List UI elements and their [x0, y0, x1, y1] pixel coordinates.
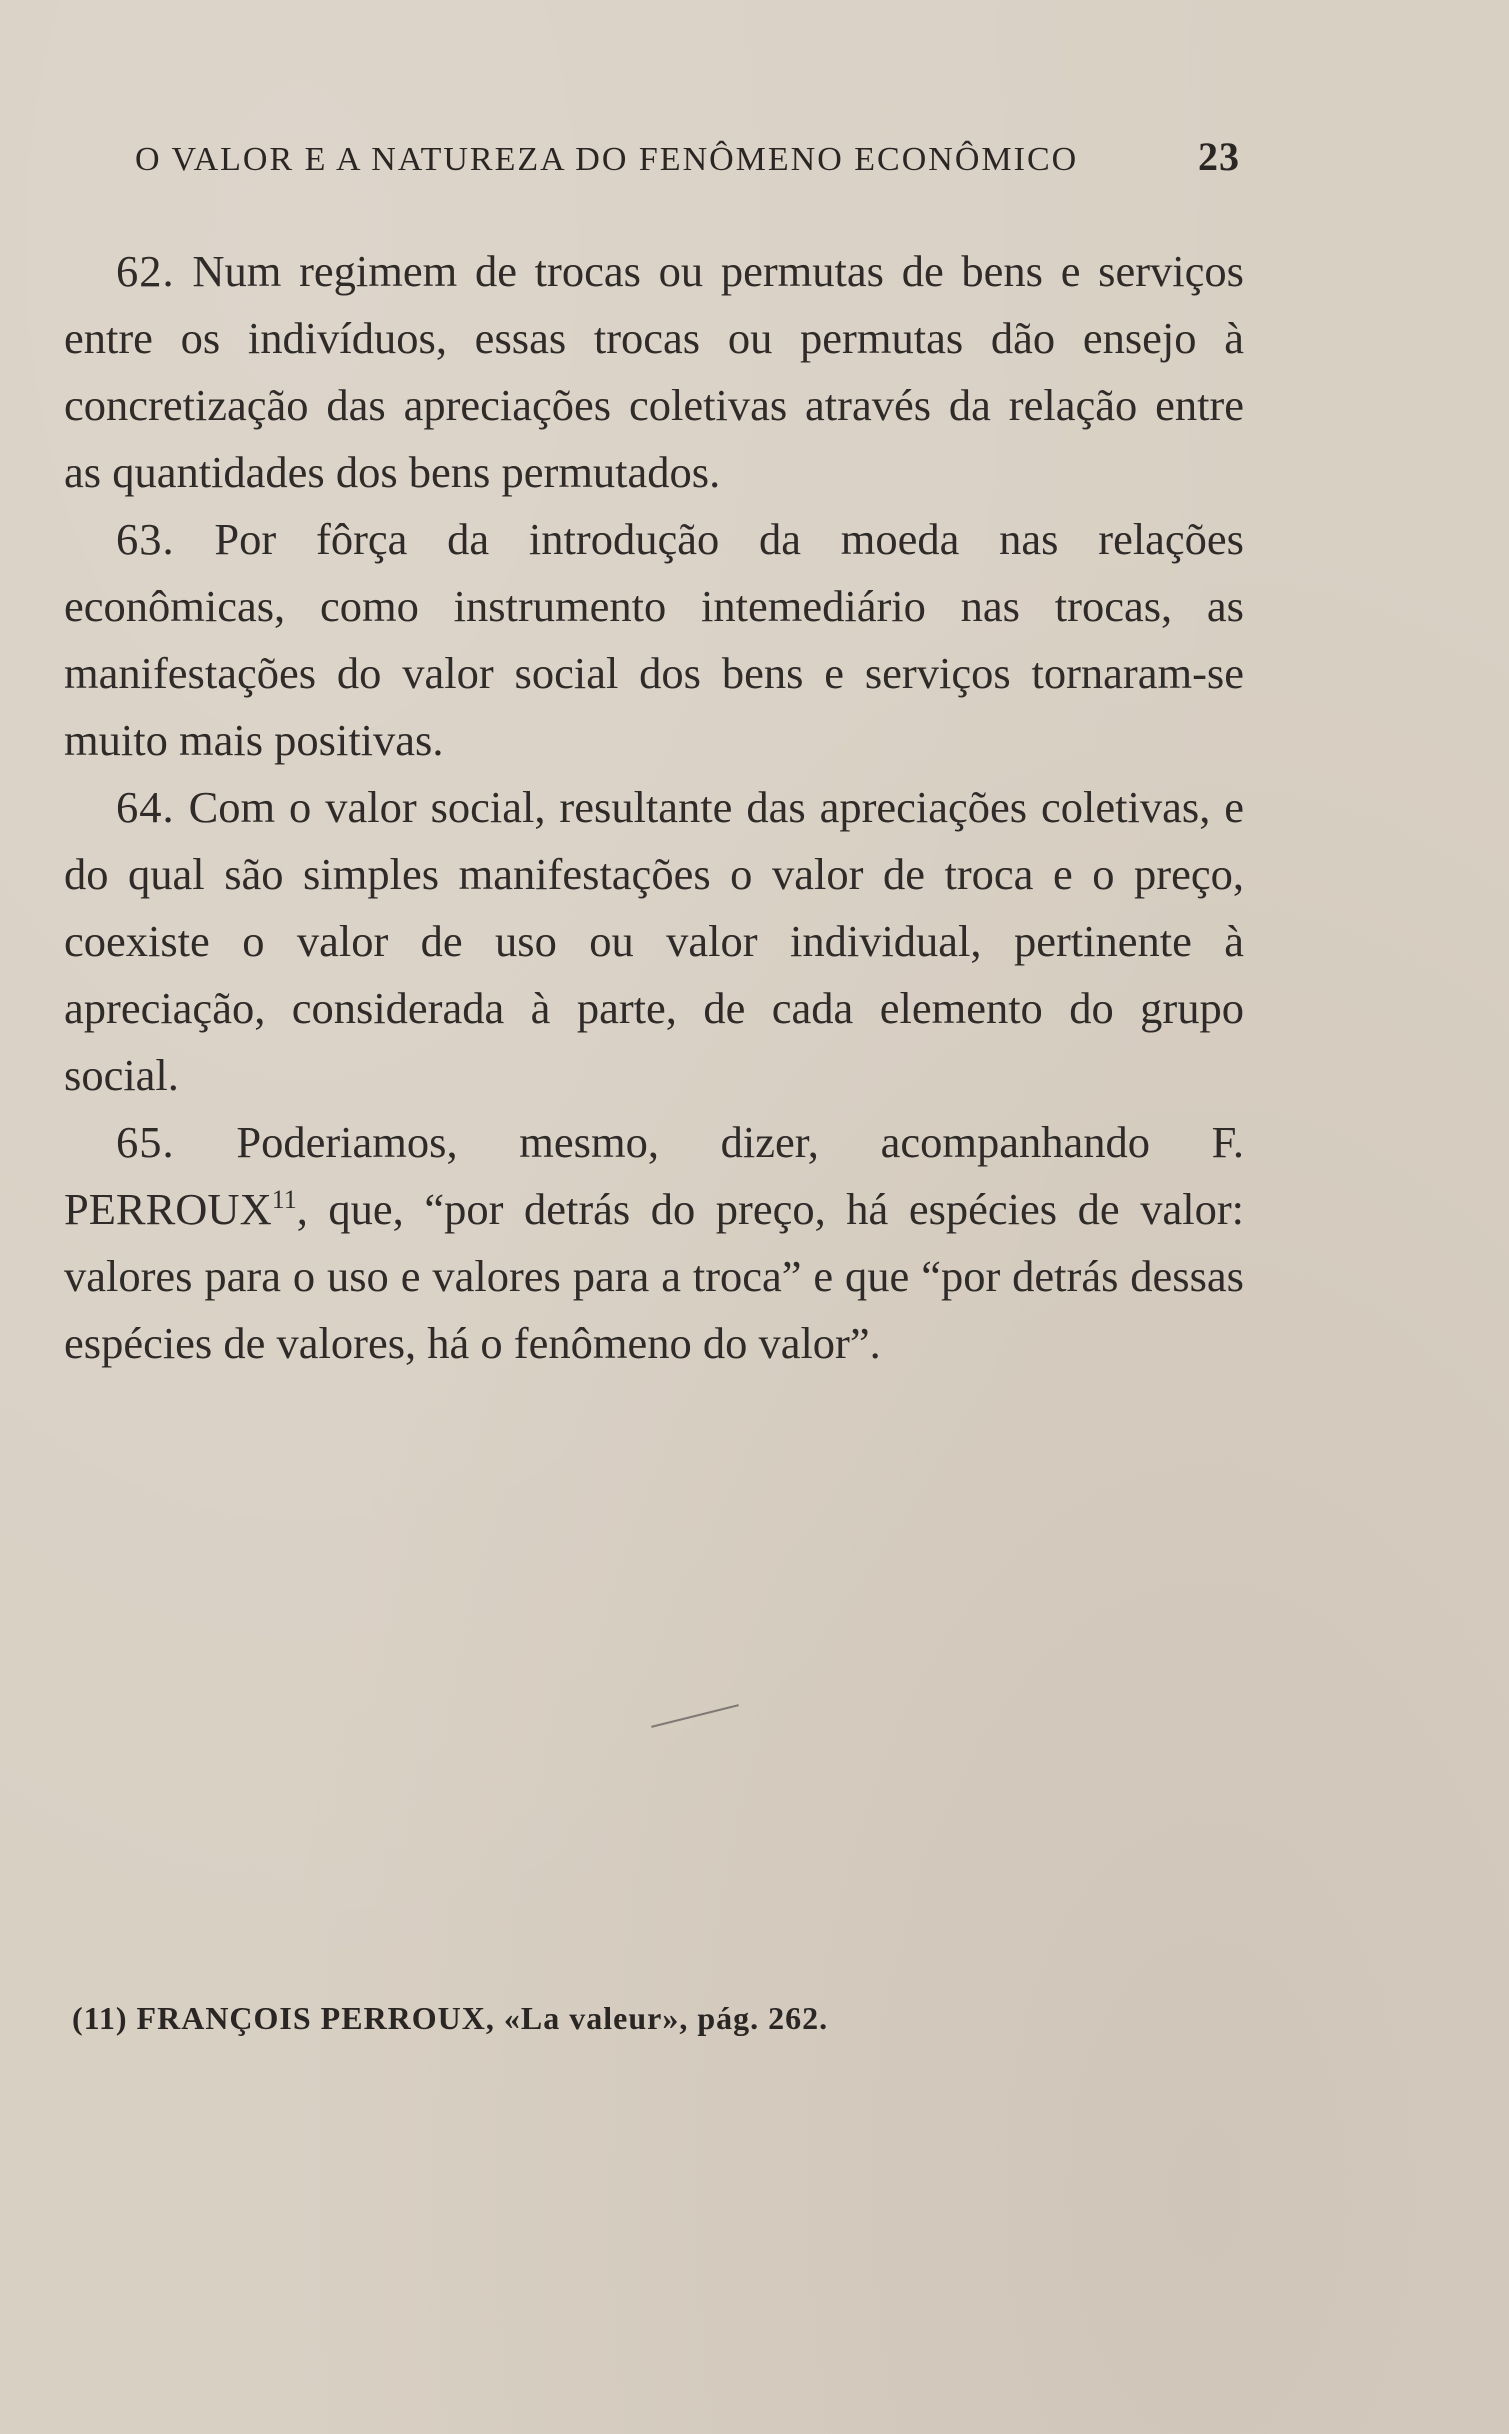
page-number: 23: [1198, 134, 1240, 179]
paragraph-number: 65.: [116, 1117, 175, 1167]
paragraph-text: Com o valor social, resultante das apreciações coletivas, e do qual são simples manifestações o valor de troca e o preço, coexiste o valor de uso ou valor individual, pertinente à apreciação, considerada à parte, de cada elemento do grupo social.: [64, 782, 1245, 1100]
running-head: [135, 133, 1240, 180]
paragraph-text: Num regimem de trocas ou permutas de bens e serviços entre os indivíduos, essas trocas ou permutas dão ensejo à concretização das apreciações coletivas através da relação entre as quantidades dos bens permutados.: [64, 246, 1244, 497]
paragraph-text: Por fôrça da introdução da moeda nas relações econômicas, como instrumento intemediário nas trocas, as manifestações do valor social dos bens e serviços tornaram-se muito mais positivas.: [64, 514, 1245, 765]
footnote: (11) FRANÇOIS PERROUX, «La valeur», pág. 262.: [72, 2000, 829, 2036]
footnote-reference[interactable]: 11: [271, 1185, 297, 1215]
body-text: [64, 238, 1244, 1377]
pencil-mark: [651, 1704, 739, 1728]
paragraph-text-after: , que, “por detrás do preço, há espécies de valor: valores para o uso e valores para a troca” e que “por detrás dessas espécies de valores, há o fenômeno do valor”.: [64, 1184, 1244, 1368]
paragraph-64: [64, 774, 1244, 1109]
paragraph-62: [64, 238, 1244, 506]
paragraph-number: 62.: [116, 246, 175, 296]
running-head-title: O VALOR E A NATUREZA DO FENÔMENO ECONÔMICO: [135, 141, 1079, 178]
paragraph-number: 64.: [116, 782, 175, 832]
paragraph-text-before: Poderiamos, mesmo, dizer, acompanhando F. PERROUX: [64, 1117, 1244, 1234]
paragraph-number: 63.: [116, 514, 175, 564]
paragraph-65: [64, 1109, 1244, 1377]
paragraph-63: [64, 506, 1244, 774]
